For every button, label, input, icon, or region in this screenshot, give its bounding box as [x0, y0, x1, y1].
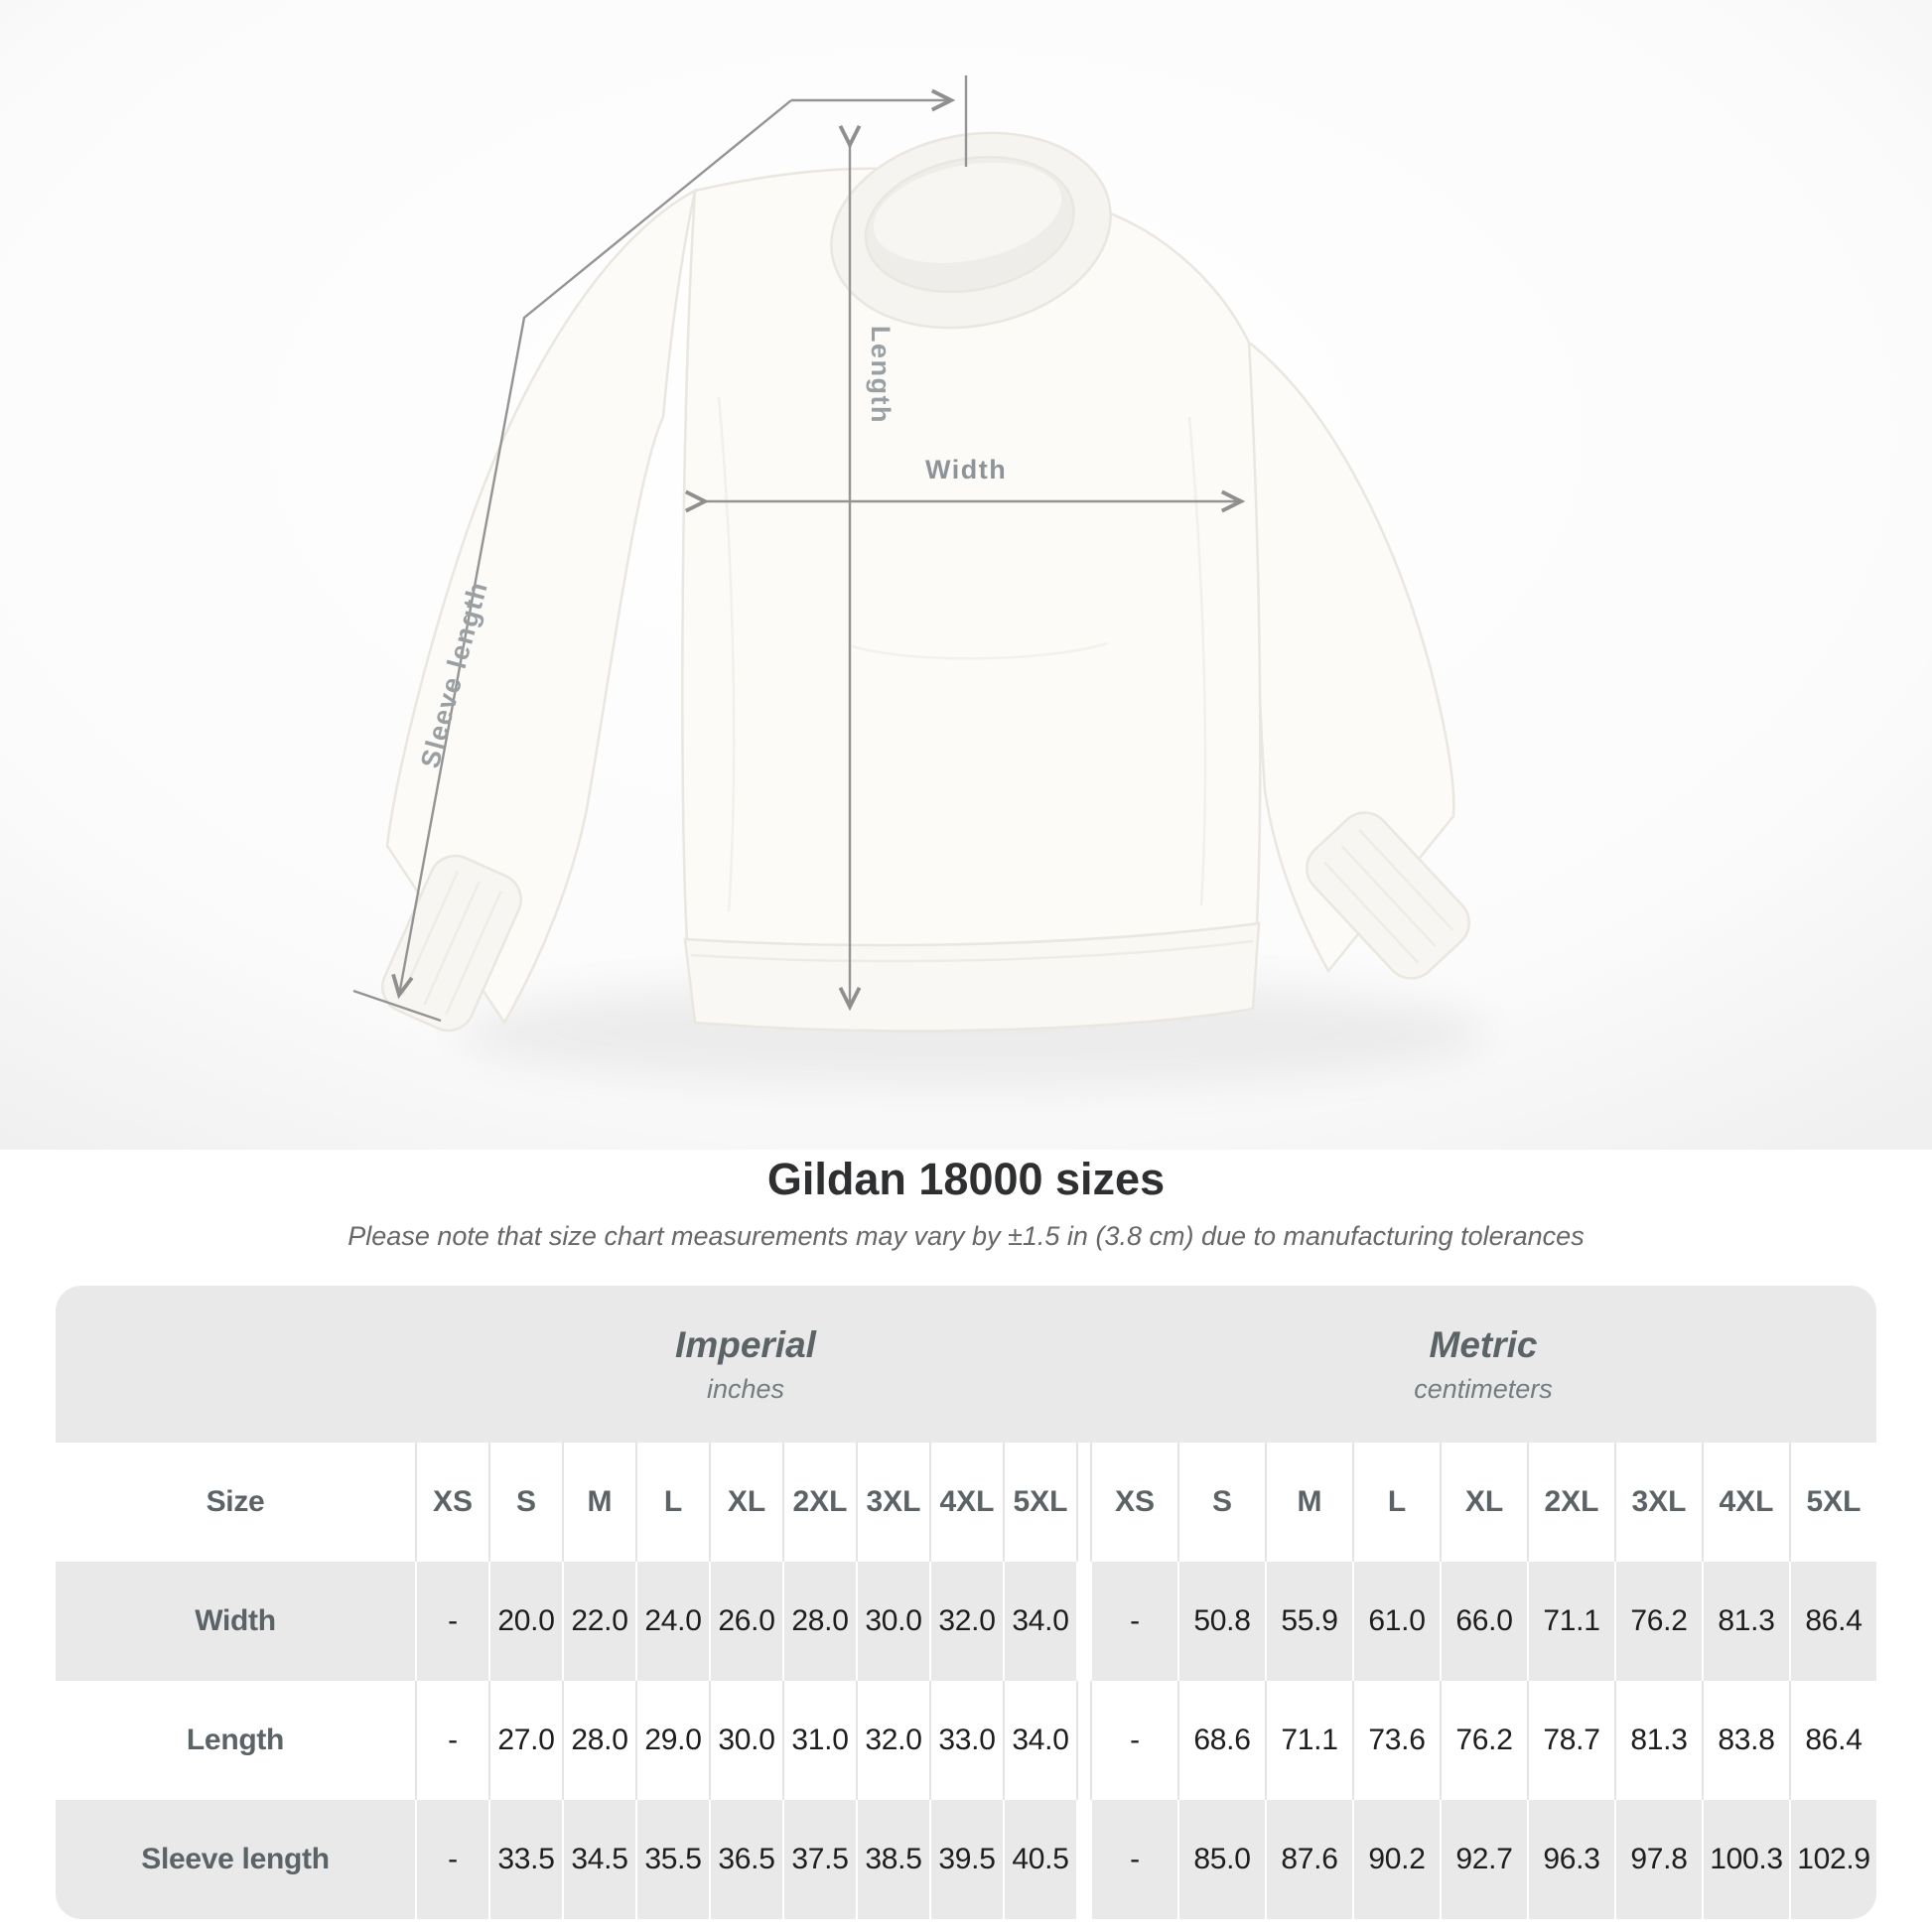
measurement-value-cell: 33.0: [929, 1681, 1003, 1800]
measurement-row-header: Length: [56, 1681, 415, 1800]
measurement-value-cell: 32.0: [929, 1562, 1003, 1681]
measurement-value-cell: -: [415, 1681, 488, 1800]
size-column-header: 3XL: [856, 1443, 929, 1562]
measurement-value-cell: 29.0: [635, 1681, 709, 1800]
measurement-value-cell: 61.0: [1352, 1562, 1440, 1681]
measurement-value-cell: 81.3: [1702, 1562, 1789, 1681]
measurement-value-cell: 28.0: [782, 1562, 856, 1681]
measurement-value-cell: 38.5: [856, 1800, 929, 1919]
measurement-value-cell: 92.7: [1440, 1800, 1527, 1919]
measurement-value-cell: 86.4: [1789, 1681, 1876, 1800]
size-column-header: 3XL: [1614, 1443, 1702, 1562]
measurement-value-cell: 33.5: [488, 1800, 562, 1919]
measurement-value-cell: 73.6: [1352, 1681, 1440, 1800]
measurement-value-cell: 30.0: [856, 1562, 929, 1681]
measurement-value-cell: 90.2: [1352, 1800, 1440, 1919]
measurement-value-cell: 71.1: [1265, 1681, 1352, 1800]
unit-group-header-band: [56, 1286, 1876, 1443]
size-column-header: XL: [1440, 1443, 1527, 1562]
metric-group-header: [1090, 1286, 1876, 1443]
measurement-value-cell: 22.0: [562, 1562, 635, 1681]
measurement-value-cell: 40.5: [1003, 1800, 1076, 1919]
size-column-header: XS: [1090, 1443, 1177, 1562]
measurement-value-cell: 36.5: [709, 1800, 782, 1919]
size-column-header: 4XL: [1702, 1443, 1789, 1562]
size-column-header: S: [1177, 1443, 1265, 1562]
measurement-value-cell: 34.0: [1003, 1562, 1076, 1681]
sleeve-length-measure-label: Sleeve length: [414, 578, 494, 771]
measurement-value-cell: 32.0: [856, 1681, 929, 1800]
measurement-value-cell: -: [1090, 1800, 1177, 1919]
measurement-value-cell: 50.8: [1177, 1562, 1265, 1681]
metric-group-title: Metric: [1429, 1323, 1538, 1365]
width-measure-label: Width: [925, 455, 1008, 484]
imperial-group-header: [415, 1286, 1076, 1443]
size-column-header: M: [1265, 1443, 1352, 1562]
measurement-value-cell: 83.8: [1702, 1681, 1789, 1800]
group-divider: [1076, 1443, 1090, 1562]
measurement-value-cell: -: [1090, 1681, 1177, 1800]
size-column-header: 4XL: [929, 1443, 1003, 1562]
size-column-header: L: [635, 1443, 709, 1562]
measurement-value-cell: 76.2: [1614, 1562, 1702, 1681]
imperial-group-unit: inches: [706, 1373, 785, 1404]
measurement-value-cell: 30.0: [709, 1681, 782, 1800]
measurement-value-cell: 76.2: [1440, 1681, 1527, 1800]
size-table-rows: [56, 1443, 1876, 1919]
measurement-value-cell: -: [415, 1800, 488, 1919]
measurement-value-cell: 55.9: [1265, 1562, 1352, 1681]
metric-group-unit: centimeters: [1414, 1373, 1553, 1404]
measurement-value-cell: 96.3: [1527, 1800, 1614, 1919]
measurement-value-cell: 26.0: [709, 1562, 782, 1681]
table-row: [56, 1800, 1876, 1919]
tolerance-note: Please note that size chart measurements may vary by ±1.5 in (3.8 cm) due to manufacturing tolerances: [347, 1221, 1585, 1251]
measurement-value-cell: 85.0: [1177, 1800, 1265, 1919]
measurement-value-cell: 34.0: [1003, 1681, 1076, 1800]
measurement-value-cell: 97.8: [1614, 1800, 1702, 1919]
size-column-header: S: [488, 1443, 562, 1562]
measurement-value-cell: 27.0: [488, 1681, 562, 1800]
measurement-value-cell: 34.5: [562, 1800, 635, 1919]
group-divider: [1076, 1681, 1090, 1800]
size-column-header: M: [562, 1443, 635, 1562]
measurement-value-cell: 78.7: [1527, 1681, 1614, 1800]
measurement-value-cell: 24.0: [635, 1562, 709, 1681]
sleeve-length-arrow: [399, 100, 791, 995]
measurement-value-cell: 81.3: [1614, 1681, 1702, 1800]
table-row: [56, 1443, 1876, 1562]
measurement-row-header: Sleeve length: [56, 1800, 415, 1919]
measurement-value-cell: -: [1090, 1562, 1177, 1681]
table-row: [56, 1562, 1876, 1681]
imperial-group-title: Imperial: [675, 1323, 816, 1365]
size-row-header: Size: [56, 1443, 415, 1562]
measurement-value-cell: 100.3: [1702, 1800, 1789, 1919]
size-column-header: 5XL: [1003, 1443, 1076, 1562]
measurement-value-cell: 66.0: [1440, 1562, 1527, 1681]
measurement-value-cell: 68.6: [1177, 1681, 1265, 1800]
measurement-value-cell: 71.1: [1527, 1562, 1614, 1681]
measurement-value-cell: 20.0: [488, 1562, 562, 1681]
size-column-header: XL: [709, 1443, 782, 1562]
table-row: [56, 1681, 1876, 1800]
group-divider: [1076, 1562, 1090, 1681]
group-divider: [1076, 1800, 1090, 1919]
measurement-value-cell: 39.5: [929, 1800, 1003, 1919]
measurement-value-cell: -: [415, 1562, 488, 1681]
size-table: [56, 1286, 1876, 1919]
measurement-value-cell: 86.4: [1789, 1562, 1876, 1681]
measurement-value-cell: 28.0: [562, 1681, 635, 1800]
measurement-row-header: Width: [56, 1562, 415, 1681]
size-column-header: XS: [415, 1443, 488, 1562]
size-column-header: 5XL: [1789, 1443, 1876, 1562]
size-column-header: 2XL: [782, 1443, 856, 1562]
size-column-header: 2XL: [1527, 1443, 1614, 1562]
measurement-value-cell: 87.6: [1265, 1800, 1352, 1919]
measurement-value-cell: 35.5: [635, 1800, 709, 1919]
measurement-value-cell: 31.0: [782, 1681, 856, 1800]
measurement-value-cell: 37.5: [782, 1800, 856, 1919]
size-column-header: L: [1352, 1443, 1440, 1562]
length-measure-label: Length: [866, 326, 896, 424]
page-title: Gildan 18000 sizes: [766, 1154, 1166, 1204]
measurement-value-cell: 102.9: [1789, 1800, 1876, 1919]
sleeve-cuff-tick: [353, 991, 441, 1021]
